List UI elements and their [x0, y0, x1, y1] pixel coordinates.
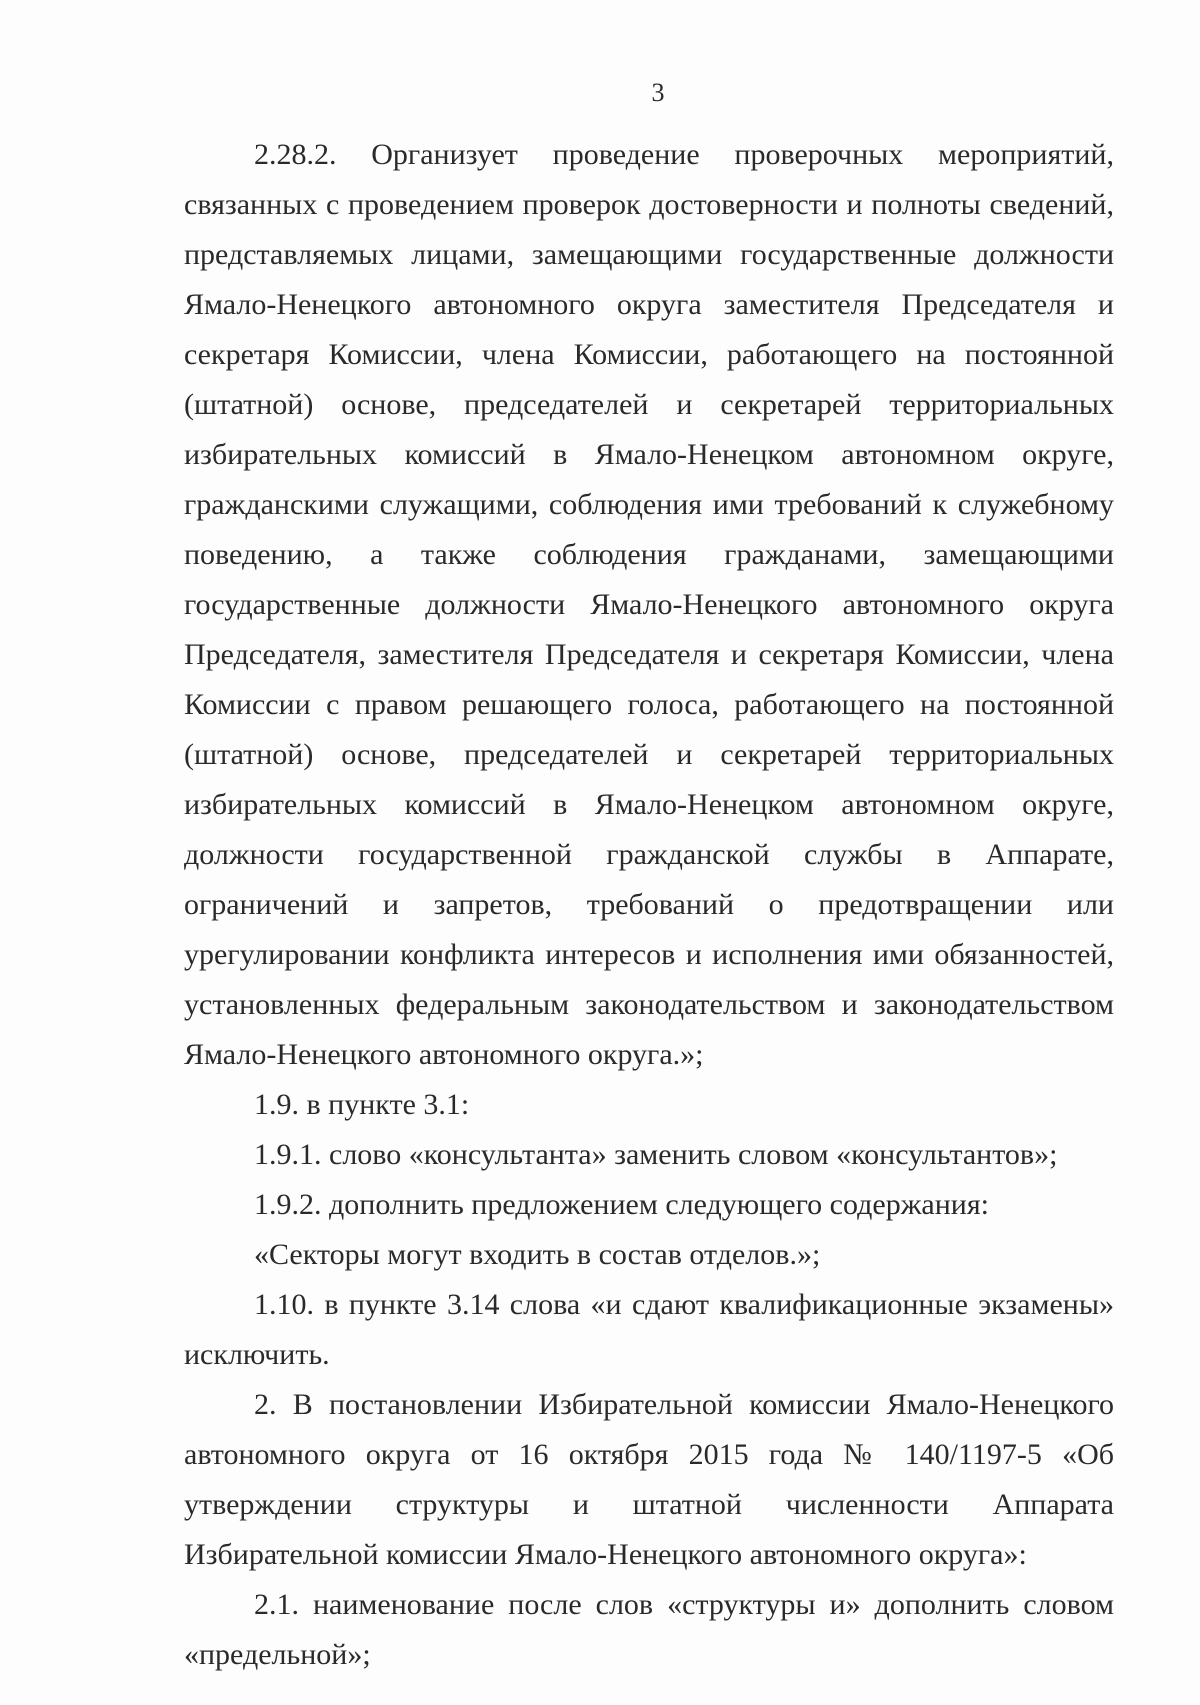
document-body — [184, 130, 1114, 1680]
page-number: 3 — [651, 78, 665, 107]
paragraph-1-10: 1.10. в пункте 3.14 слова «и сдают квалификационные экзамены» исключить. — [184, 1288, 1114, 1371]
paragraph-2-1: 2.1. наименование после слов «структуры и» дополнить словом «предельной»; — [184, 1588, 1114, 1671]
paragraph-1-9-2: 1.9.2. дополнить предложением следующего содержания: — [254, 1188, 989, 1221]
paragraph-sectors-quote: «Секторы могут входить в состав отделов.»; — [254, 1238, 821, 1271]
paragraph-2-28-2: 2.28.2. Организует проведение проверочных мероприятий, связанных с проведением проверок достоверности и полноты сведений, представляемых лицами, замещающими государственные должности Ямало-Ненецкого автономного округа заместителя Председателя и секретаря Комиссии, члена Комиссии, работающего на постоянной (штатной) основе, председателей и секретарей территориальных избирательных комиссий в Ямало-Ненецком автономном округе, гражданскими служащими, соблюдения ими требований к служебному поведению, а также соблюдения гражданами, замещающими государственные должности Ямало-Ненецкого автономного округа Председателя, заместителя Председателя и секретаря Комиссии, члена Комиссии с правом решающего голоса, работающего на постоянной (штатной) основе, председателей и секретарей территориальных избирательных комиссий в Ямало-Ненецком автономном округе, должности государственной гражданской службы в Аппарате, ограничений и запретов, требований о предотвращении или урегулировании конфликта интересов и исполнения ими обязанностей, установленных федеральным законодательством и законодательством Ямало-Ненецкого автономного округа.»; — [184, 138, 1114, 1071]
paragraph-1-9-1: 1.9.1. слово «консультанта» заменить словом «консультантов»; — [254, 1138, 1058, 1171]
paragraph-2: 2. В постановлении Избирательной комиссии Ямало-Ненецкого автономного округа от 16 октября 2015 года № 140/1197-5 «Об утверждении структуры и штатной численности Аппарата Избирательной комиссии Ямало-Ненецкого автономного округа»: — [184, 1388, 1114, 1571]
paragraph-1-9: 1.9. в пункте 3.1: — [254, 1088, 470, 1121]
